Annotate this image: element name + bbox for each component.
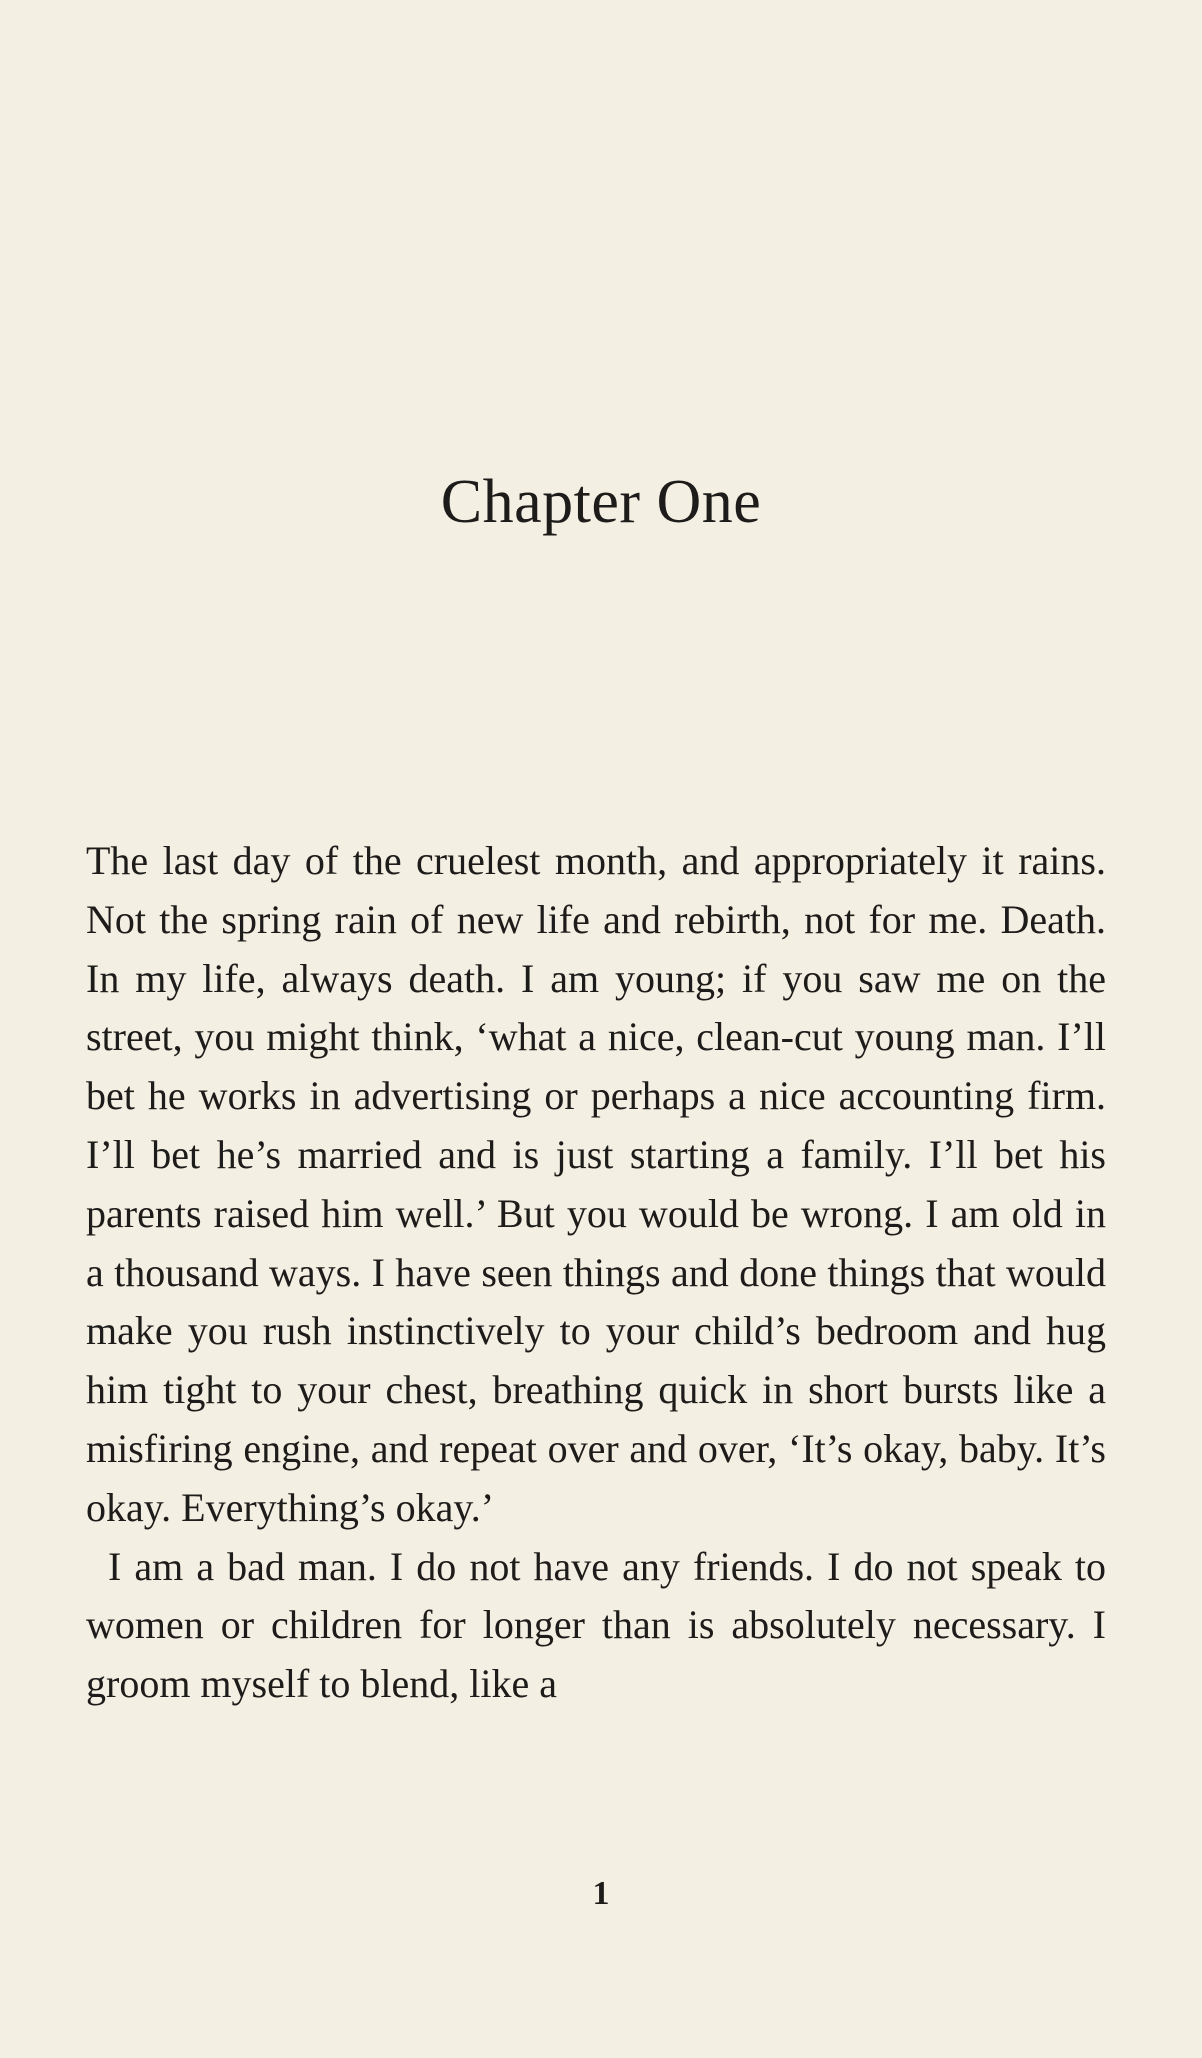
page-number: 1 [592,1875,610,1912]
paragraph: The last day of the cruelest month, and appropriately it rains. Not the spring rain of new life and rebirth, not for me. Death. In my life, always death. I am young; if you saw me on the street, you might think, ‘what a nice, clean-cut young man. I’ll bet he works in advertising or perhaps a nice accounting firm. I’ll bet he’s married and is just starting a family. I’ll bet his parents raised him well.’ But you would be wrong. I am old in a thousand ways. I have seen things and done things that would make you rush instinctively to your child’s bedroom and hug him tight to your chest, breathing quick in short bursts like a misfiring engine, and repeat over and over, ‘It’s okay, baby. It’s okay. Everything’s okay.’ [86,838,1106,1530]
chapter-title: Chapter One [440,468,762,536]
chapter-body [86,832,1106,1714]
paragraph: I am a bad man. I do not have any friends. I do not speak to women or children for longer than is absolutely necessary. I groom myself to blend, like a [86,1543,1106,1707]
